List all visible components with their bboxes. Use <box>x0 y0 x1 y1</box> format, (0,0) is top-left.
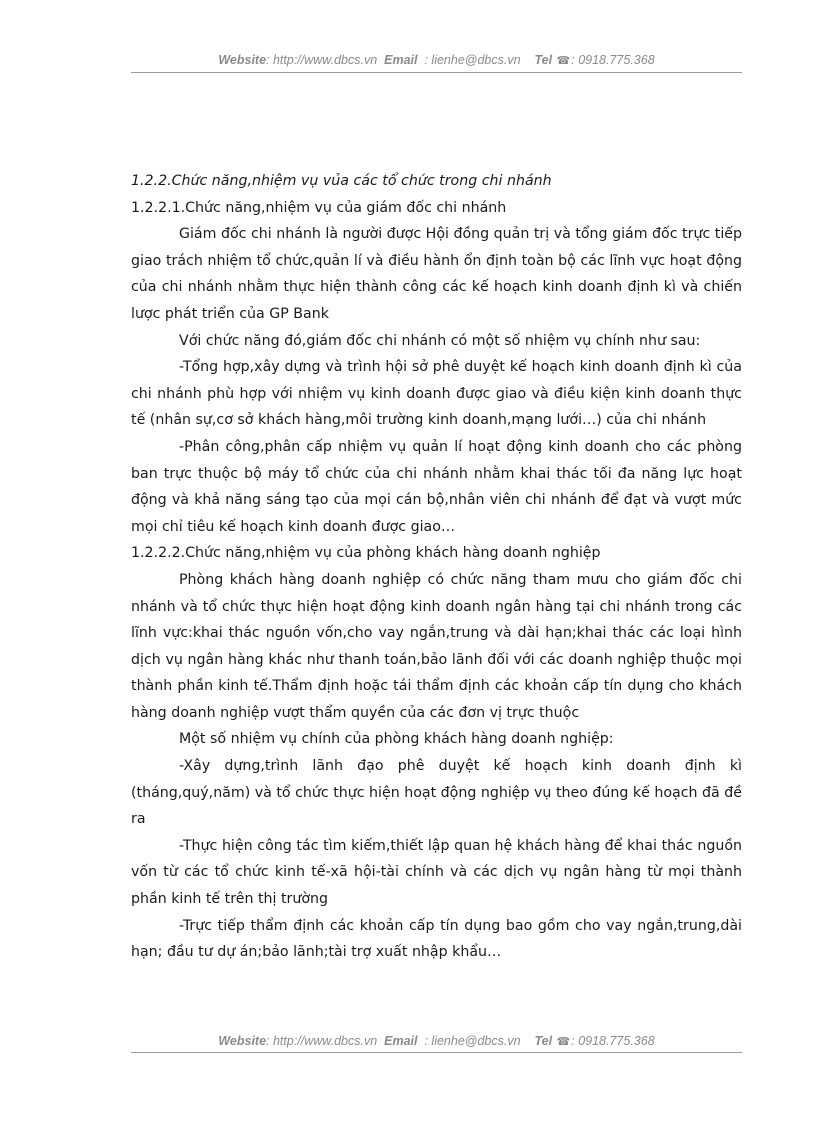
header-website-value: : http://www.dbcs.vn <box>266 53 378 67</box>
header-email-label: Email <box>384 53 418 67</box>
footer-website-label: Website <box>218 1034 267 1048</box>
paragraph: -Tổng hợp,xây dựng và trình hội sở phê duyệt kế hoạch kinh doanh định kì của chi nhánh phù hợp với nhiệm vụ kinh doanh được giao và điều kiện kinh doanh thực tế (nhân sự,cơ sở khách hàng,môi trường kinh doanh,mạng lưới…) của chi nhánh <box>131 359 742 429</box>
subsection-heading-director: 1.2.2.1.Chức năng,nhiệm vụ của giám đốc chi nhánh <box>131 199 507 216</box>
phone-icon: ☎ <box>556 1036 571 1048</box>
page-header <box>131 50 742 70</box>
header-tel-value: : 0918.775.368 <box>571 53 655 67</box>
header-tel-label: Tel <box>534 53 553 67</box>
header-website-label: Website <box>218 53 267 67</box>
footer-email-label: Email <box>384 1034 418 1048</box>
header-email-value: : lienhe@dbcs.vn <box>424 53 521 67</box>
footer-website-value: : http://www.dbcs.vn <box>266 1034 378 1048</box>
document-body <box>131 168 742 966</box>
phone-icon: ☎ <box>556 55 571 67</box>
footer-tel-value: : 0918.775.368 <box>571 1034 655 1048</box>
footer-email-value: : lienhe@dbcs.vn <box>424 1034 521 1048</box>
paragraph: -Thực hiện công tác tìm kiếm,thiết lập quan hệ khách hàng để khai thác nguồn vốn từ các tổ chức kinh tế-xã hội-tài chính và các dịch vụ ngân hàng từ mọi thành phần kinh tế trên thị trường <box>131 837 742 908</box>
page-footer <box>131 1031 742 1051</box>
paragraph: -Phân công,phân cấp nhiệm vụ quản lí hoạt động kinh doanh cho các phòng ban trực thuộc bộ máy tổ chức của chi nhánh nhằm khai thác tối đa năng lực hoạt động và khả năng sáng tạo của mọi cán bộ,nhân viên chi nhánh để đạt và vượt mức mọi chỉ tiêu kế hoạch kinh doanh được giao… <box>131 438 742 535</box>
paragraph: Một số nhiệm vụ chính của phòng khách hàng doanh nghiệp: <box>179 731 614 748</box>
paragraph: -Trực tiếp thẩm định các khoản cấp tín dụng bao gồm cho vay ngắn,trung,dài hạn; đầu tư dự án;bảo lãnh;tài trợ xuất nhập khẩu… <box>131 917 742 961</box>
header-divider <box>131 72 742 73</box>
footer-tel-label: Tel <box>534 1034 553 1048</box>
paragraph: Phòng khách hàng doanh nghiệp có chức năng tham mưu cho giám đốc chi nhánh và tổ chức thực hiện hoạt động kinh doanh ngân hàng tại chi nhánh trong các lĩnh vực:khai thác nguồn vốn,cho vay ngắn,trung và dài hạn;khai thác các loại hình dịch vụ ngân hàng khác như thanh toán,bảo lãnh đối với các doanh nghiệp thuộc mọi thành phần kinh tế.Thẩm định hoặc tái thẩm định các khoản cấp tín dụng cho khách hàng doanh nghiệp vượt thẩm quyền của các đơn vị trực thuộc <box>131 571 742 721</box>
subsection-heading-corporate-clients: 1.2.2.2.Chức năng,nhiệm vụ của phòng khách hàng doanh nghiệp <box>131 545 601 562</box>
paragraph: -Xây dựng,trình lãnh đạo phê duyệt kế hoạch kinh doanh định kì (tháng,quý,năm) và tổ chức thực hiện hoạt động nghiệp vụ theo đúng kế hoạch đã đề ra <box>131 758 742 828</box>
section-heading: 1.2.2.Chức năng,nhiệm vụ vủa các tổ chức trong chi nhánh <box>131 173 552 189</box>
paragraph: Giám đốc chi nhánh là người được Hội đồng quản trị và tổng giám đốc trực tiếp giao trách nhiệm tổ chức,quản lí và điều hành ổn định toàn bộ các lĩnh vực hoạt động của chi nhánh nhằm thực hiện thành công các kế hoạch kinh doanh định kì và chiến lược phát triển của GP Bank <box>131 226 742 322</box>
footer-divider <box>131 1052 742 1053</box>
paragraph: Với chức năng đó,giám đốc chi nhánh có một số nhiệm vụ chính như sau: <box>179 332 701 349</box>
